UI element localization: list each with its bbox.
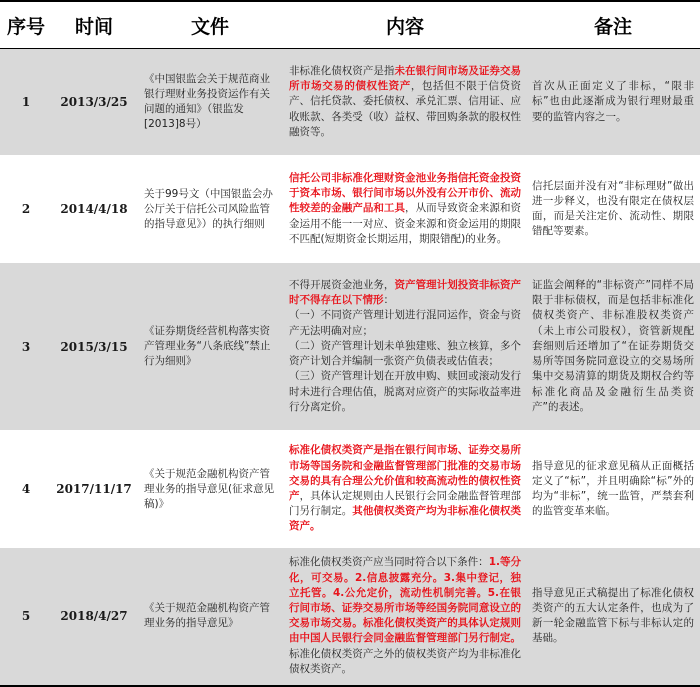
content-text: ： [383,294,394,307]
row-document: 《关于规范金融机构资产管理业务的指导意见(征求意见稿)》 [136,431,284,548]
content-text: 不得开展资金池业务， [289,279,395,292]
content-text: ，包括但不限于信贷资产、信托贷款、委托债权、承兑汇票、信用证、应收账款、各类受（收）益权、带回购条款的股权性融资等。 [289,80,522,138]
content-text: 标准化债权类资产应当同时符合以下条件： [289,556,489,569]
row-index: 5 [0,548,52,686]
header-content: 内容 [284,1,526,49]
row-document: 关于99号文（中国银监会办公厅关于信托公司风险监管的指导意见》）的执行细则 [136,156,284,263]
row-date: 2014/4/18 [52,156,136,263]
row-date: 2018/4/27 [52,548,136,686]
row-remark: 证监会阐释的“非标资产”同样不局限于非标债权，而是包括非标准化债权类资产、非标准股权类资产（未上市公司股权），资管新规配套细则后还增加了“在证券期货交易所等国务院同意设立的交易场所集中交易清算的期货及期权合约等标准化商品及金融衍生品类资产”的表述。 [526,263,700,431]
row-remark: 指导意见的征求意见稿从正面概括定义了“标”，并且明确除“标”外的均为“非标”，统一监管，严禁套利的监管变革来临。 [526,431,700,548]
content-highlight: 信托公司非标准化理财资金池业务指信托资金投资于资本市场、银行间市场以外没有公开市价、流动性较差的金融产品和工具 [289,171,521,215]
row-content [284,431,526,548]
header-document: 文件 [136,1,284,49]
row-document: 《关于规范金融机构资产管理业务的指导意见》 [136,548,284,686]
row-content [284,156,526,263]
table-row [0,49,700,156]
table-row [0,263,700,431]
row-content [284,49,526,156]
content-paragraph: （三）资产管理计划在开放申购、赎回或滚动发行时未进行合理估值，脱离对应资产的实际收益率进行分离定价。 [289,370,521,413]
content-text: 非标准化债权资产是指 [289,64,395,77]
table-row [0,431,700,548]
content-highlight: 标准化债权类资产是指在银行间市场、证券交易所市场等国务院和金融监督管理部门批准的交易市场交易的具有合理公允价值和较高流动性的债权性资产 [289,444,521,502]
content-paragraph: （二）资产管理计划未单独建账、独立核算，多个资产计划合并编制一张资产负债表或估值表； [289,339,521,368]
table-header [0,1,700,49]
row-content [284,263,526,431]
content-highlight: 未在银行间市场及证券交易所市场交易的债权性资产 [289,64,522,93]
row-index: 1 [0,49,52,156]
row-index: 2 [0,156,52,263]
row-content [284,548,526,686]
content-paragraph [289,278,521,308]
content-highlight: 1.等分化，可交易。2.信息披露充分。3.集中登记，独立托管。4.公允定价，流动性机制完善。5.在银行间市场、证券交易所市场等经国务院同意设立的交易市场交易。标准化债权类资产的具体认定规则由中国人民银行会同金融监督管理部门另行制定。 [289,556,522,645]
header-time: 时间 [52,1,136,49]
row-date: 2017/11/17 [52,431,136,548]
row-date: 2015/3/15 [52,263,136,431]
row-remark: 信托层面并没有对“非标理财”做出进一步释义，也没有限定在债权层面，而是关注定价、流动性、期限错配等要素。 [526,156,700,263]
content-text: ，具体认定规则由人民银行会同金融监督管理部门另行制定。 [289,490,522,518]
row-index: 4 [0,431,52,548]
row-index: 3 [0,263,52,431]
header-remark: 备注 [526,1,700,49]
content-text: ，从而导致资金来源和资金运用不能一一对应、资金来源和资金运用的期限不匹配(短期资金长期运用，期限错配)的业务。 [289,202,522,245]
row-document: 《中国银监会关于规范商业银行理财业务投资运作有关问题的通知》（银监发[2013]8号） [136,49,284,156]
table-row [0,548,700,686]
row-remark: 首次从正面定义了非标，“限非标”也由此逐渐成为银行理财最重要的监管内容之一。 [526,49,700,156]
table-row [0,156,700,263]
row-remark: 指导意见正式稿提出了标准化债权类资产的五大认定条件，也成为了新一轮金融监管下标与非标认定的基础。 [526,548,700,686]
header-index: 序号 [0,1,52,49]
content-paragraph: （一）不同资产管理计划进行混同运作，资金与资产无法明确对应； [289,309,521,337]
row-date: 2013/3/25 [52,49,136,156]
row-document: 《证券期货经营机构落实资产管理业务“八条底线”禁止行为细则》 [136,263,284,431]
content-text: 标准化债权类资产之外的债权类资产均为非标准化债权类资产。 [289,647,521,675]
content-highlight: 其他债权类资产均为非标准化债权类资产。 [289,505,522,533]
content-highlight: 资产管理计划投资非标资产时不得存在以下情形 [289,279,522,307]
